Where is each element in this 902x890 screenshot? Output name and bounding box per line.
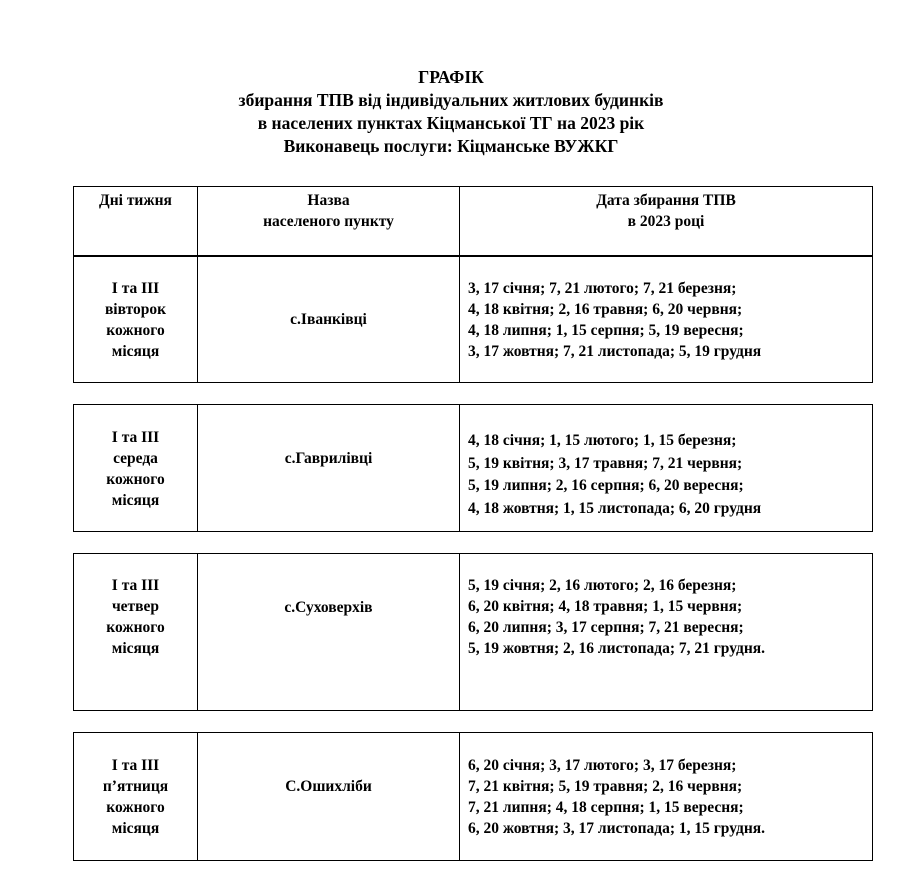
village-cell [198,733,460,861]
days-cell [74,256,198,383]
village-name: с.Іванківці [290,310,367,328]
days-cell [74,733,198,861]
header-date-label-2: в 2023 році [627,213,705,230]
dates-cell [460,256,873,383]
document-title [0,66,902,158]
dates-cell [460,405,873,532]
village-cell [198,405,460,532]
table-row [74,405,873,532]
days-line: кожного [106,322,165,339]
days-line: вівторок [104,301,167,318]
days-line: кожного [106,799,165,816]
days-cell [74,554,198,711]
schedule-row-table [73,732,873,861]
header-village-label-2: населеного пункту [263,213,394,230]
dates-line: 6, 20 липня; 3, 17 серпня; 7, 21 вересня; [468,619,744,636]
dates-line: 3, 17 жовтня; 7, 21 листопада; 5, 19 грудня [468,343,762,360]
header-days-label: Дні тижня [99,192,172,209]
dates-line: 6, 20 січня; 3, 17 лютого; 3, 17 березня; [468,757,737,774]
table-row [74,733,873,861]
header-village-label-1: Назва [307,192,350,209]
days-line: місяця [111,640,160,657]
days-line: місяця [111,492,160,509]
schedule-row-table [73,404,873,532]
table-header-row [74,187,873,257]
dates-line: 7, 21 липня; 4, 18 серпня; 1, 15 вересня; [468,799,744,816]
dates-line: 6, 20 квітня; 4, 18 травня; 1, 15 червня; [468,598,743,615]
village-cell [198,256,460,383]
table-row [74,554,873,711]
village-name: с.Гаврилівці [284,450,373,467]
header-date-cell [460,187,873,257]
days-line: І та ІІІ [111,429,160,446]
header-days-cell [74,187,198,257]
dates-cell [460,554,873,711]
dates-line: 5, 19 липня; 2, 16 серпня; 6, 20 вересня; [468,477,744,494]
header-village-cell [198,187,460,257]
dates-line: 6, 20 жовтня; 3, 17 листопада; 1, 15 грудня. [468,820,766,837]
header-date-label-1: Дата збирання ТПВ [596,192,736,209]
dates-line: 3, 17 січня; 7, 21 лютого; 7, 21 березня; [468,280,737,297]
dates-cell [460,733,873,861]
days-line: середа [113,450,158,467]
days-line: місяця [111,820,160,837]
schedule-header-table [73,186,873,257]
title-scope: в населених пунктах Кіцманської ТГ на 2023 рік [257,113,645,133]
days-line: місяця [111,343,160,360]
schedule-row-table [73,553,873,711]
days-line: кожного [106,619,165,636]
days-line: І та ІІІ [111,280,160,297]
village-name: с.Суховерхів [284,599,373,616]
table-row [74,256,873,383]
schedule-row-table [73,255,873,383]
days-cell [74,405,198,532]
dates-line: 4, 18 липня; 1, 15 серпня; 5, 19 вересня; [468,322,744,339]
days-line: кожного [106,471,165,488]
dates-line: 5, 19 квітня; 3, 17 травня; 7, 21 червня; [468,454,743,472]
title-subject: збирання ТПВ від індивідуальних житлових будинків [238,90,664,110]
days-line: І та ІІІ [111,757,160,774]
dates-line: 4, 18 січня; 1, 15 лютого; 1, 15 березня; [468,432,737,449]
village-name: С.Ошихліби [285,778,372,795]
days-line: четвер [111,598,160,615]
dates-line: 4, 18 жовтня; 1, 15 листопада; 6, 20 грудня [468,499,762,517]
village-cell [198,554,460,711]
dates-line: 7, 21 квітня; 5, 19 травня; 2, 16 червня; [468,778,743,795]
days-line: п’ятниця [102,778,169,795]
dates-line: 5, 19 жовтня; 2, 16 листопада; 7, 21 грудня. [468,640,766,657]
dates-line: 4, 18 квітня; 2, 16 травня; 6, 20 червня; [468,301,743,318]
title-heading: ГРАФІК [418,67,484,87]
title-contractor: Виконавець послуги: Кіцманське ВУЖКГ [283,136,619,156]
dates-line: 5, 19 січня; 2, 16 лютого; 2, 16 березня; [468,577,737,594]
days-line: І та ІІІ [111,577,160,594]
